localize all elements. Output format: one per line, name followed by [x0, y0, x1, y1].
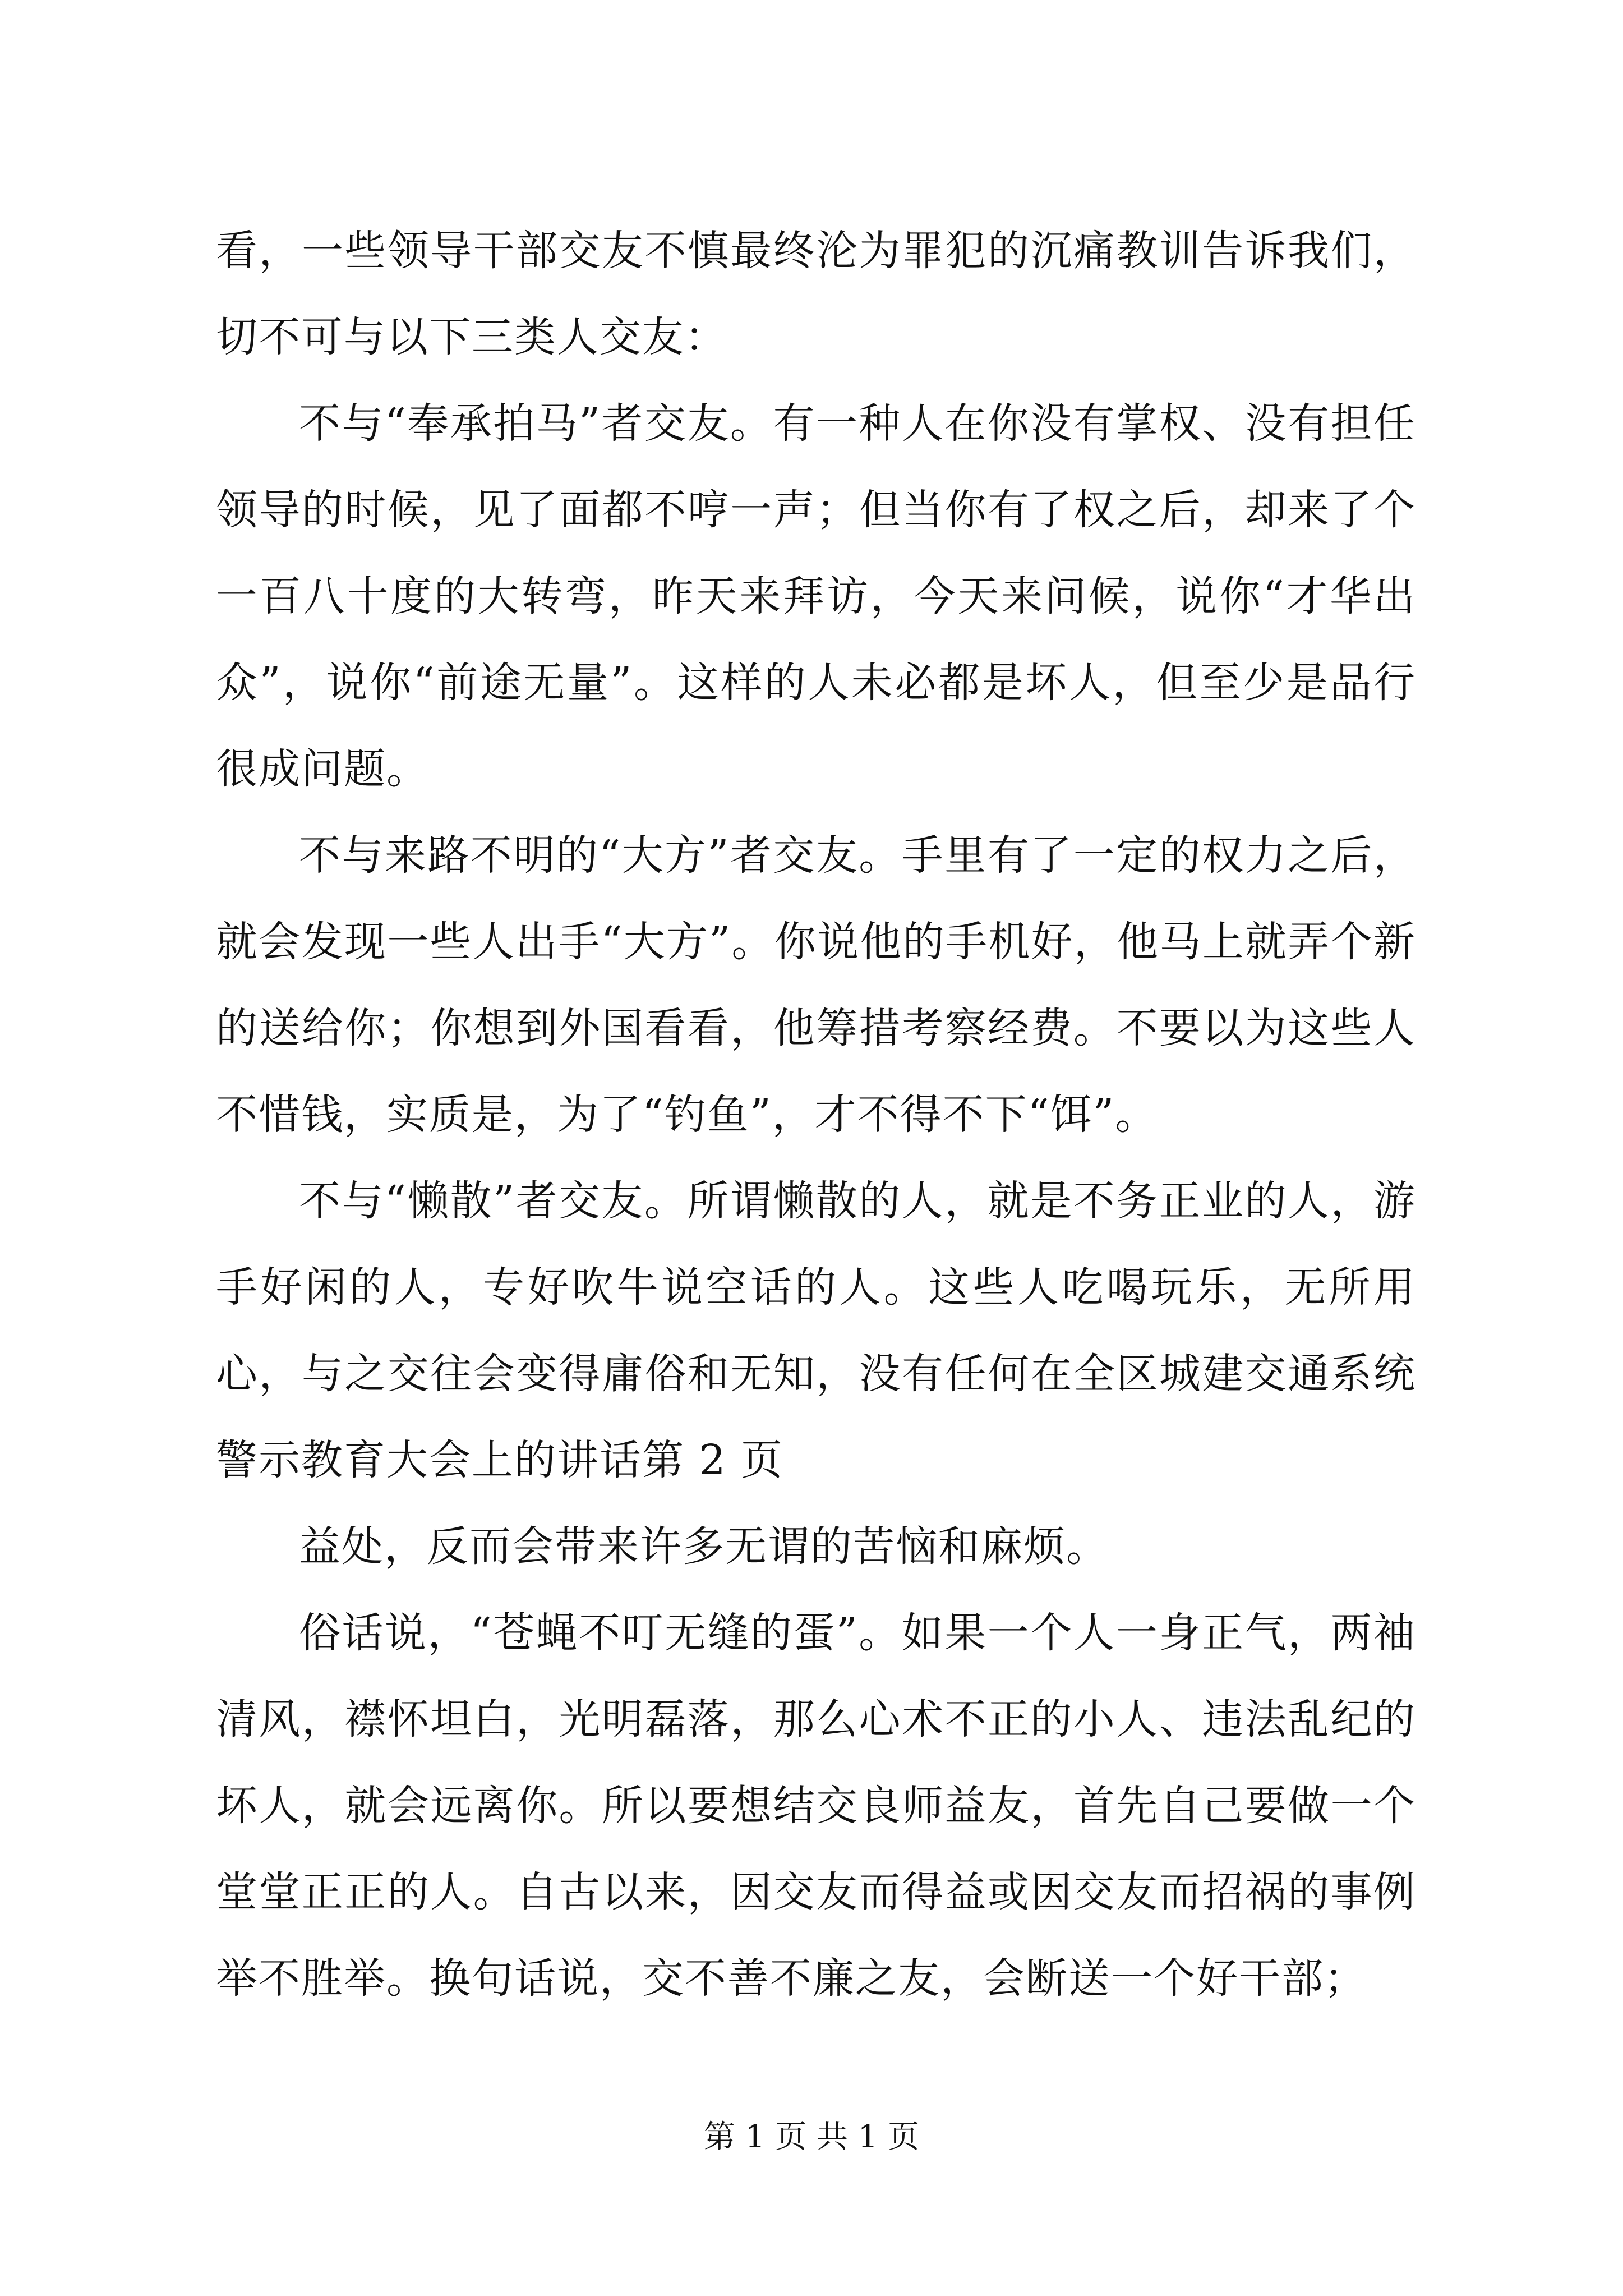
- paragraph-4: 不与“懒散”者交友。所谓懒散的人，就是不务正业的人，游手好闲的人，专好吹牛说空话的人。这些人吃喝玩乐，无所用心，与之交往会变得庸俗和无知，没有任何在全区城建交通系统警示教育大会上的讲话第 2 页: [216, 1177, 1416, 1484]
- paragraph-6: 俗话说，“苍蝇不叮无缝的蛋”。如果一个人一身正气，两袖清风，襟怀坦白，光明磊落，那么心术不正的小人、违法乱纪的坏人，就会远离你。所以要想结交良师益友，首先自己要做一个堂堂正正的人。自古以来，因交友而得益或因交友而招祸的事例举不胜举。换句话说，交不善不廉之友，会断送一个好干部；: [216, 1609, 1416, 2003]
- paragraph-5: 益处，反而会带来许多无谓的苦恼和麻烦。: [299, 1522, 1109, 1571]
- paragraph-2: 不与“奉承拍马”者交友。有一种人在你没有掌权、没有担任领导的时候，见了面都不哼一声；但当你有了权之后，却来了个一百八十度的大转弯，昨天来拜访，今天来问候，说你“才华出众”，说你“前途无量”。这样的人未必都是坏人，但至少是品行很成问题。: [216, 399, 1416, 793]
- paragraph-1: 看，一些领导干部交友不慎最终沦为罪犯的沉痛教训告诉我们，切不可与以下三类人交友：: [216, 227, 1416, 361]
- page-number-footer: 第 1 页 共 1 页: [703, 2119, 920, 2155]
- document-body: [216, 208, 1416, 2022]
- paragraph-3: 不与来路不明的“大方”者交友。手里有了一定的权力之后，就会发现一些人出手“大方”。你说他的手机好，他马上就弄个新的送给你；你想到外国看看，他筹措考察经费。不要以为这些人不惜钱，实质是，为了“钓鱼”，才不得不下“饵”。: [216, 831, 1416, 1139]
